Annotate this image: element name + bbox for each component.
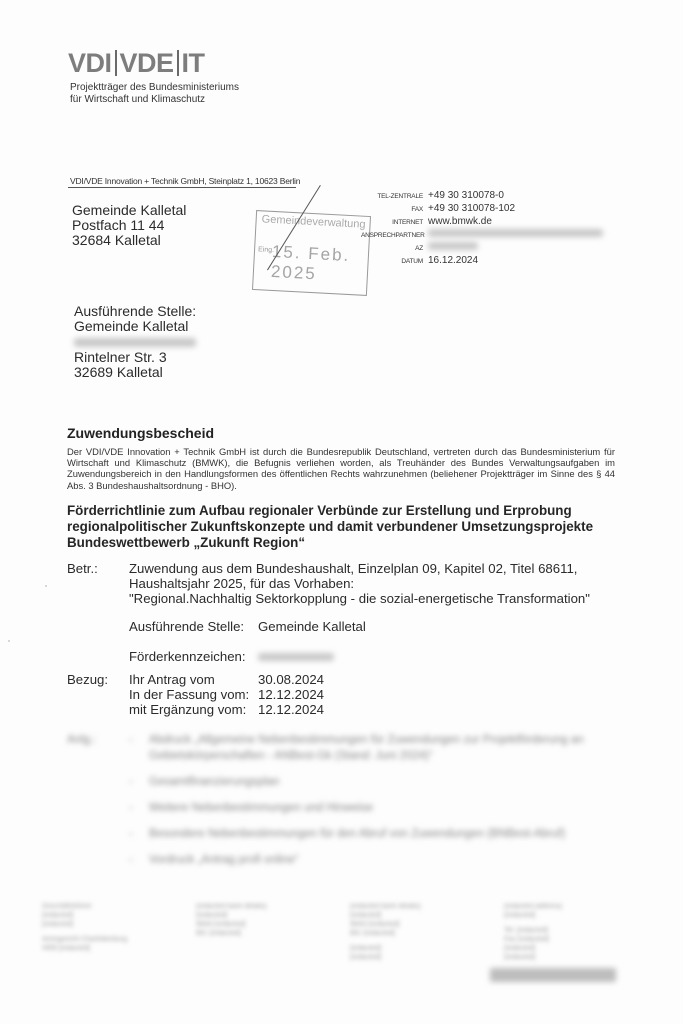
- sender-return-address: VDI/VDE Innovation + Technik GmbH, Steinplatz 1, 10623 Berlin: [70, 176, 301, 186]
- reference-row: [129, 687, 324, 702]
- subject-line: Zuwendung aus dem Bundeshaushalt, Einzelplan 09, Kapitel 02, Titel 68611,: [129, 561, 578, 576]
- address-line: 32684 Kalletal: [72, 232, 161, 248]
- footer-column: [redacted bank details] [redacted] IBAN [redacted] BIC [redacted] [redacted] [redacted]: [350, 903, 421, 961]
- heading-line: regionalpolitischer Zukunftskonzepte und damit verbundener Umsetzungsprojekte: [67, 519, 594, 535]
- contact-block: [361, 189, 603, 267]
- recipient-address: [72, 203, 186, 248]
- attachment-item: - Vordruck „Antrag profi online“: [129, 852, 627, 868]
- attachment-item: - Weitere Nebenbestimmungen und Hinweise: [129, 800, 627, 816]
- logo-subtitle: [70, 82, 239, 106]
- contact-value: www.bmwk.de: [428, 216, 492, 227]
- redacted-value: [428, 241, 478, 254]
- contact-row-internet: [361, 215, 603, 228]
- field-label: mit Ergänzung vom:: [129, 702, 247, 717]
- intro-paragraph: Der VDI/VDE Innovation + Technik GmbH ist durch die Bundesrepublik Deutschland, vertreten durch das Bundesministerium für Wirtschaft und Klimaschutz (BMWK), die Befugnis verliehen worden, als Treuhänder des Bundes Verwaltungsaufgaben im Zuwendungsbereich in den Handlungsformen des öffentlichen Rechts wahrzunehmen (beliehener Projektträger im Sinne des § 44 Abs. 3 Bundeshaushaltsordnung - BHO).: [67, 446, 615, 491]
- field-label: Ihr Antrag vom: [129, 672, 215, 687]
- stamp-received-label: Eing.: [257, 246, 275, 255]
- received-stamp: [252, 210, 371, 296]
- redacted-value: [258, 653, 334, 661]
- contact-label: TEL-ZENTRALE: [377, 193, 423, 200]
- footer-column: [redacted bank details] [redacted] IBAN [redacted] BIC [redacted]: [196, 903, 267, 937]
- field-label: Ausführende Stelle:: [129, 619, 245, 634]
- contact-label: DATUM: [401, 258, 423, 265]
- logo-part-it: IT: [181, 48, 205, 78]
- logo-divider: [177, 50, 179, 76]
- executing-body-address: [74, 304, 196, 380]
- logo-part-vdi: VDI: [68, 48, 112, 78]
- logo-divider: [115, 50, 117, 76]
- field-value: 12.12.2024: [258, 702, 325, 717]
- subject-text: [129, 561, 590, 606]
- redacted-address-line: [74, 334, 196, 350]
- address-line: 32689 Kalletal: [74, 364, 163, 380]
- contact-value: +49 30 310078-102: [428, 203, 516, 214]
- attachments-label: Anlg.:: [67, 734, 97, 746]
- address-line: Gemeinde Kalletal: [74, 318, 189, 334]
- contact-row-contact-person: [361, 228, 603, 241]
- attachments-list-redacted: [67, 732, 627, 878]
- address-line: Ausführende Stelle:: [74, 303, 197, 319]
- divider: [68, 187, 296, 188]
- contact-label: ANSPRECHPARTNER: [361, 232, 425, 239]
- footer-column: [redacted address] [redacted] Tel. [redacted] Fax [redacted] [redacted] [redacted]: [504, 903, 562, 961]
- attachment-item: - Besondere Nebenbestimmungen für den Abruf von Zuwendungen (BNBest-Abruf): [129, 826, 627, 842]
- funding-guideline-heading: [67, 503, 637, 552]
- contact-row-phone: [361, 189, 603, 202]
- footer-redacted: [42, 902, 642, 968]
- address-line: Gemeinde Kalletal: [72, 202, 187, 218]
- reference-code-redacted: [490, 968, 616, 982]
- reference-label: Bezug:: [67, 672, 109, 687]
- subject-line: "Regional.Nachhaltig Sektorkopplung - die sozial-energetische Transformation": [129, 591, 590, 606]
- address-line: Rintelner Str. 3: [74, 349, 167, 365]
- footer-column: Geschäftsführer [redacted] [redacted] Amtsgericht Charlottenburg HRB [redacted]: [42, 903, 128, 952]
- logo-part-vde: VDE: [119, 48, 174, 78]
- field-label: In der Fassung vom:: [129, 687, 250, 702]
- stamp-header: Gemeindeverwaltung: [261, 213, 366, 231]
- subject-line: Haushaltsjahr 2025, für das Vorhaben:: [129, 576, 355, 591]
- scan-artifact: [8, 640, 10, 642]
- document-title: Zuwendungsbescheid: [67, 425, 215, 441]
- reference-row: [129, 672, 324, 687]
- redacted-value: [428, 228, 603, 241]
- heading-line: Bundeswettbewerb „Zukunft Region“: [67, 535, 306, 551]
- funding-code-row: [129, 649, 334, 664]
- contact-value: 16.12.2024: [428, 255, 479, 266]
- heading-line: Förderrichtlinie zum Aufbau regionaler Verbünde zur Erstellung und Erprobung: [67, 503, 572, 518]
- contact-label: AZ: [415, 245, 423, 252]
- field-value: Gemeinde Kalletal: [258, 619, 366, 634]
- contact-row-date: [361, 254, 603, 267]
- address-line: Postfach 11 44: [72, 217, 165, 233]
- stamp-date: 15. Feb. 2025: [270, 241, 351, 284]
- logo-subtitle-line: Projektträger des Bundesministeriums: [70, 82, 239, 93]
- field-value: 30.08.2024: [258, 672, 325, 687]
- contact-value: +49 30 310078-0: [428, 190, 504, 201]
- scan-artifact: [45, 585, 47, 587]
- contact-row-az: [361, 241, 603, 254]
- field-label: Förderkennzeichen:: [129, 649, 246, 664]
- field-value: 12.12.2024: [258, 687, 325, 702]
- executing-office-row: [129, 619, 366, 634]
- contact-label: INTERNET: [392, 219, 423, 226]
- reference-row: [129, 702, 324, 717]
- attachment-item: - Abdruck „Allgemeine Nebenbestimmungen für Zuwendungen zur Projektförderung an Gebietskörperschaften - ANBest-Gk (Stand: Juni 2024)“: [129, 732, 627, 764]
- subject-label: Betr.:: [67, 561, 98, 576]
- vdi-vde-it-logo: [68, 50, 205, 76]
- contact-label: FAX: [411, 206, 423, 213]
- contact-row-fax: [361, 202, 603, 215]
- logo-subtitle-line: für Wirtschaft und Klimaschutz: [70, 94, 206, 105]
- attachment-item: - Gesamtfinanzierungsplan: [129, 774, 627, 790]
